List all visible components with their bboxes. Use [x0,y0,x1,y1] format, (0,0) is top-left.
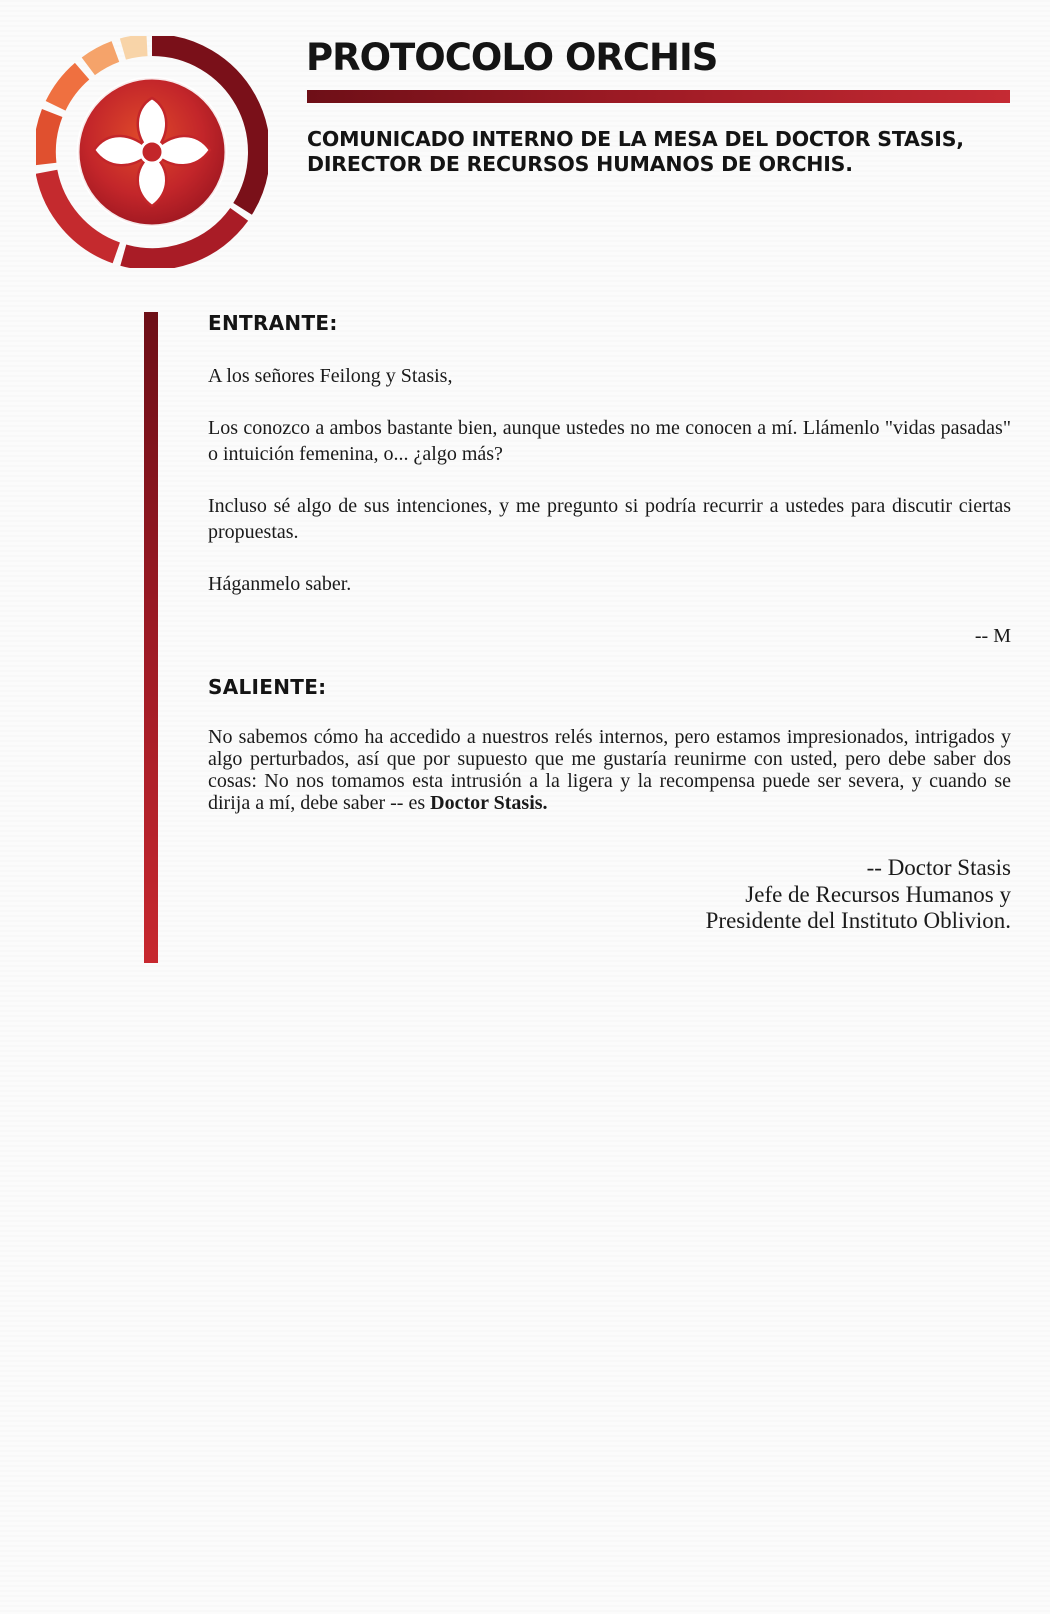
outgoing-signature [208,855,1011,935]
ring-segment [88,52,115,67]
signature-line-2: Jefe de Recursos Humanos y [745,881,1011,907]
side-accent-bar [144,312,158,963]
ring-segment [56,71,83,106]
incoming-signature: -- M [974,625,1011,647]
outgoing-heading: SALIENTE: [208,675,327,699]
incoming-paragraph-2: Incluso sé algo de sus intenciones, y me pregunto si podría recurrir a ustedes para discutir ciertas propuestas. [208,495,1011,543]
document-title: PROTOCOLO ORCHIS [306,36,718,79]
message-body [208,310,1011,935]
ring-segment [45,113,52,164]
title-divider [307,90,1010,103]
incoming-paragraph-3: Háganmelo saber. [208,573,352,595]
document-subtitle [307,127,1027,177]
incoming-greeting: A los señores Feilong y Stasis, [208,365,453,387]
outgoing-paragraph [208,726,1011,814]
signature-line-1: -- Doctor Stasis [866,855,1011,880]
outgoing-paragraph-text: No sabemos cómo ha accedido a nuestros relés internos, pero estamos impresionados, intrigados y algo perturbados, así que por supuesto que me gustaría reunirme con usted, pero debe saber dos cosas: No nos tomamos esta intrusión a la ligera y la recompensa puede ser severa, y cuando se dirija a mí, debe saber -- es [208,726,1011,814]
subtitle-line-1: COMUNICADO INTERNO DE LA MESA DEL DOCTOR STASIS, [307,127,964,151]
orchis-logo [36,36,268,268]
incoming-paragraph-1: Los conozco a ambos bastante bien, aunque ustedes no me conocen a mí. Llámenlo "vidas pasadas" o intuición femenina, o... ¿algo más? [208,417,1011,465]
ring-segment [123,45,147,49]
signature-line-3: Presidente del Instituto Oblivion. [705,908,1011,933]
outgoing-emphasis: Doctor Stasis. [430,792,548,814]
subtitle-line-2: DIRECTOR DE RECURSOS HUMANOS DE ORCHIS. [307,152,853,176]
incoming-heading: ENTRANTE: [208,311,338,335]
